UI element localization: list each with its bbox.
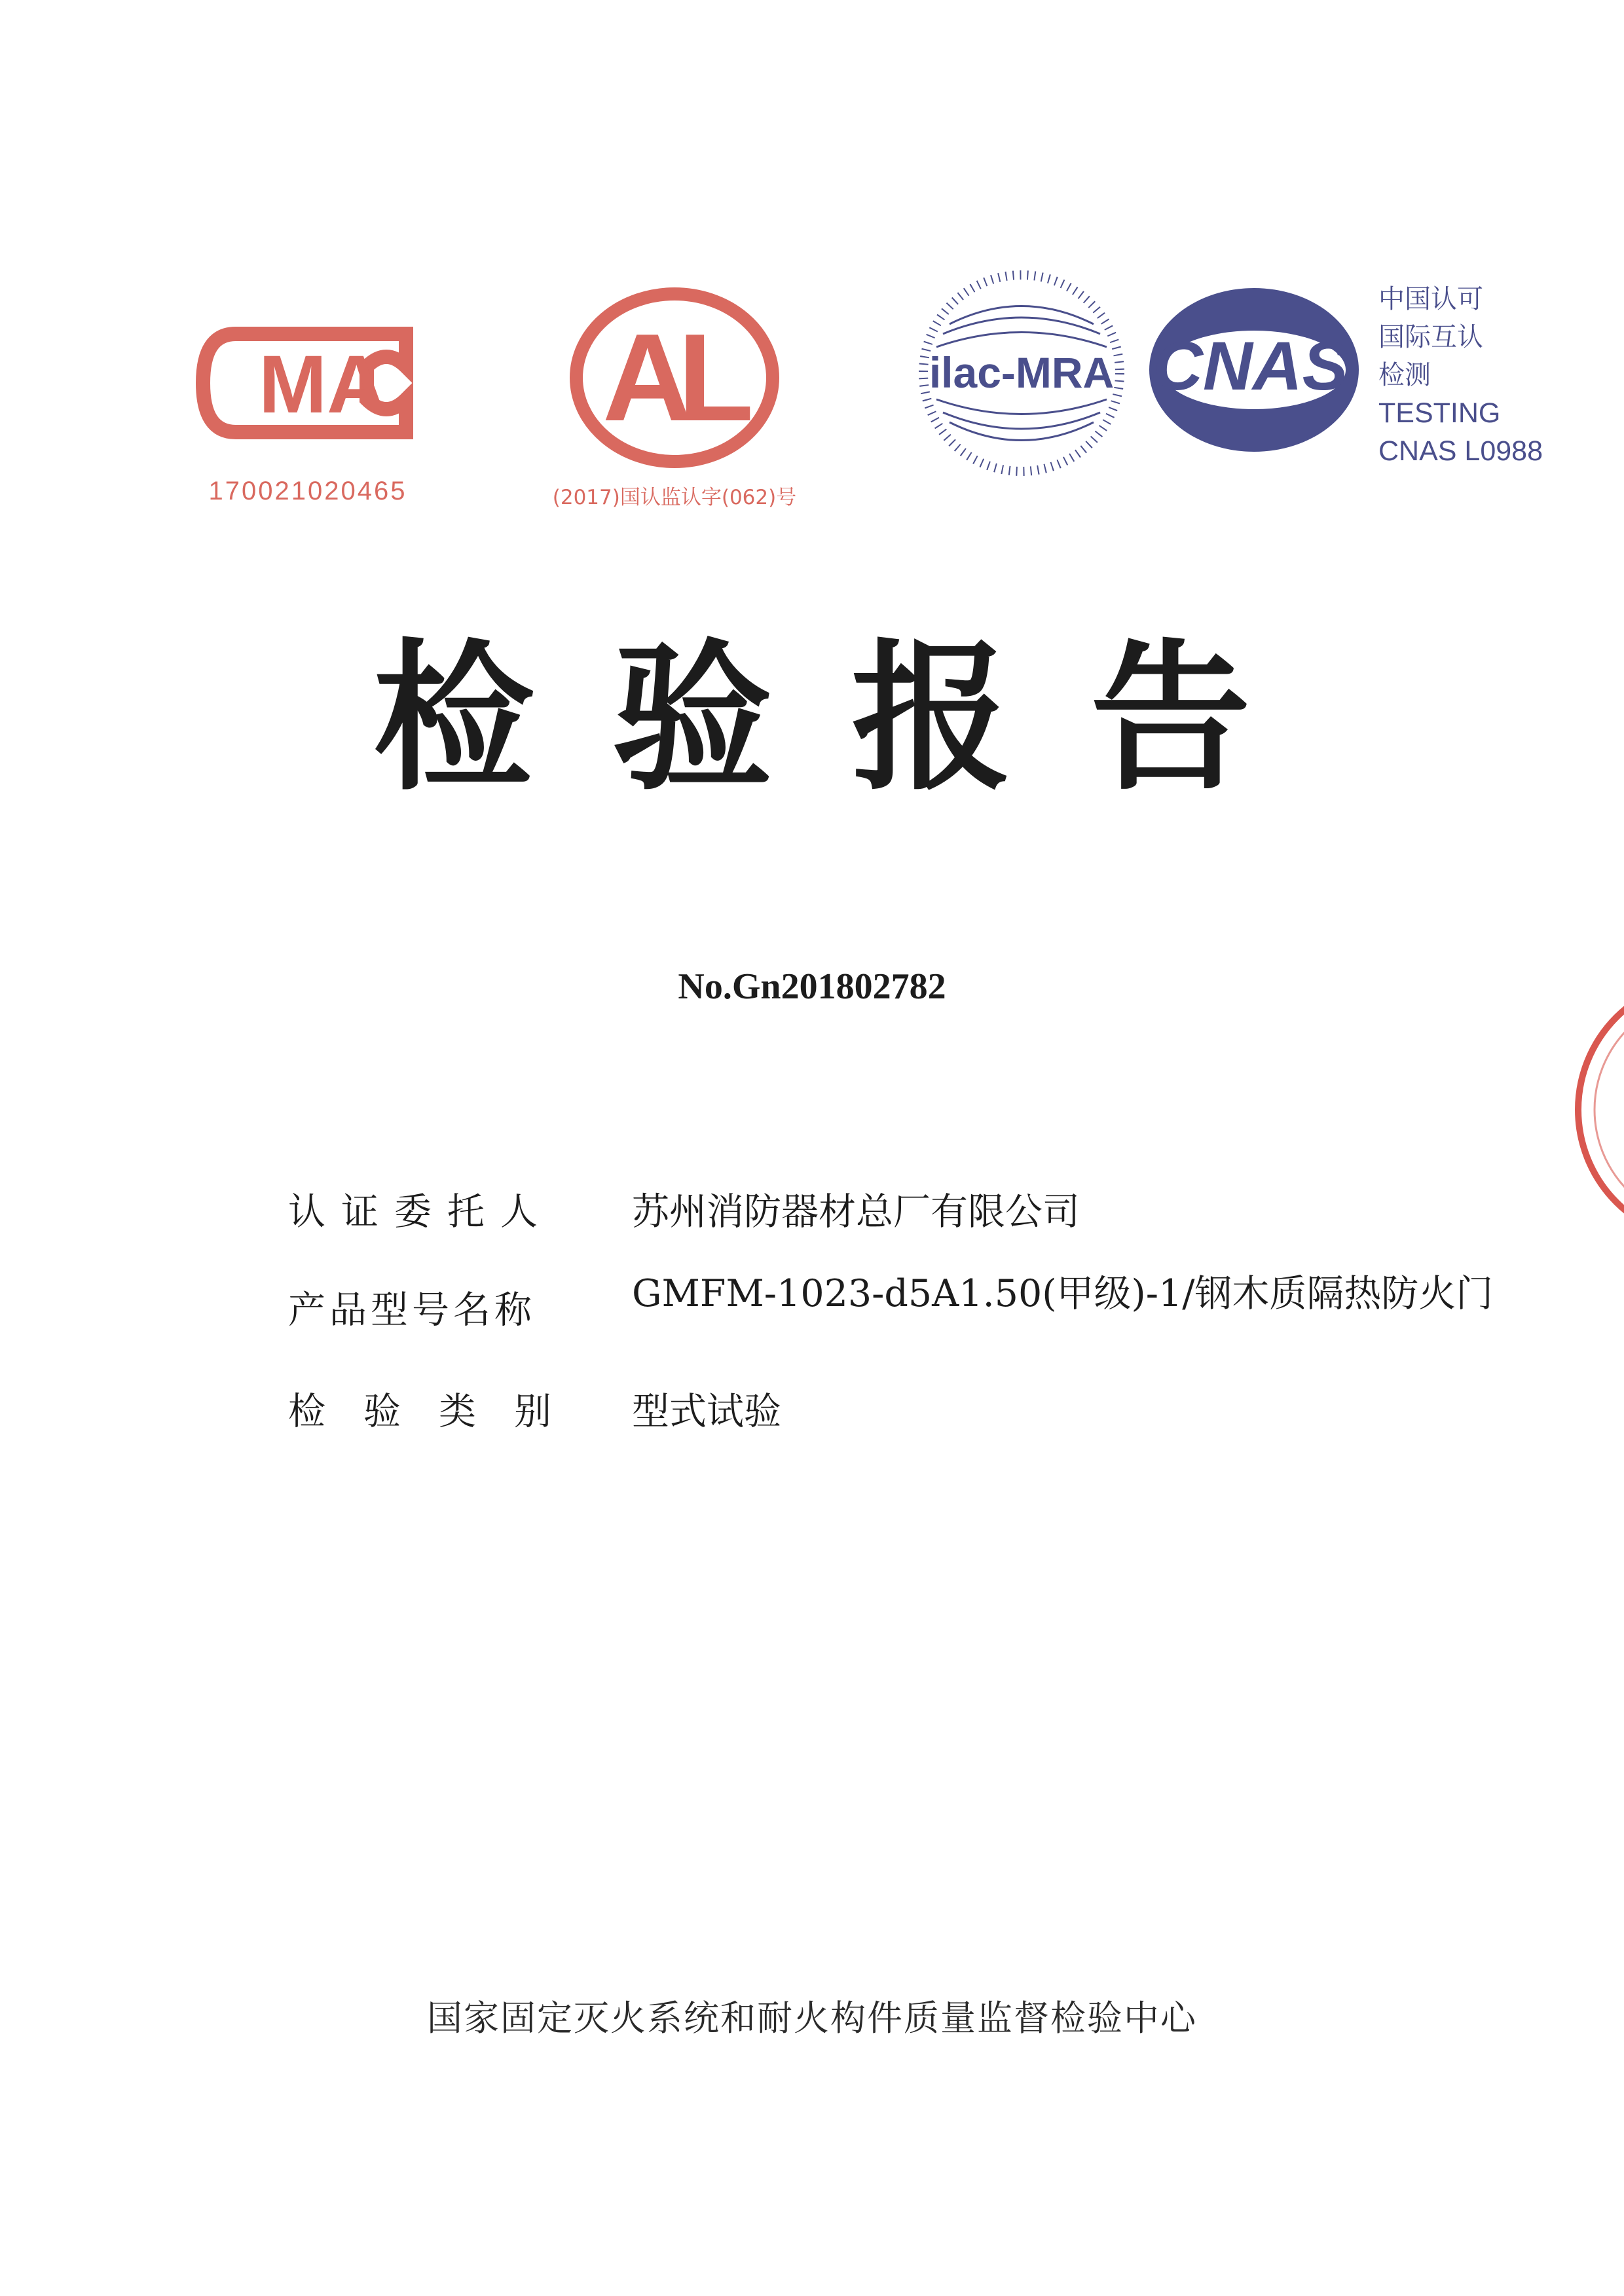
product-label: 产品型号名称 bbox=[288, 1288, 536, 1332]
cnas-logo-icon bbox=[1130, 282, 1372, 458]
cal-logo-icon bbox=[563, 283, 786, 473]
report-title: 检验报告 bbox=[373, 625, 1329, 812]
svg-text:CNAS: CNAS bbox=[1153, 328, 1348, 405]
cnas-line: TESTING bbox=[1378, 397, 1501, 429]
report-number: No.Gn201802782 bbox=[678, 966, 946, 1007]
test-type-value: 型式试验 bbox=[632, 1390, 781, 1433]
cnas-line: CNAS L0988 bbox=[1378, 435, 1543, 467]
cal-license-number: (2017)国认监认字(062)号 bbox=[552, 486, 797, 509]
svg-text:L: L bbox=[678, 308, 754, 447]
issuer-name: 国家固定灭火系统和耐火构件质量监督检验中心 bbox=[427, 1997, 1197, 2039]
product-value: GMFM-1023-d5A1.50(甲级)-1/钢木质隔热防火门 bbox=[632, 1272, 1494, 1315]
cnas-line: 中国认可 bbox=[1378, 284, 1483, 314]
svg-text:ilac-MRA: ilac-MRA bbox=[929, 348, 1115, 397]
test-type-label: 检验类别 bbox=[288, 1390, 589, 1433]
client-label: 认证委托人 bbox=[288, 1190, 553, 1233]
cnas-line: 国际互认 bbox=[1378, 322, 1483, 352]
client-value: 苏州消防器材总厂有限公司 bbox=[632, 1190, 1080, 1233]
cnas-accreditation-text bbox=[1378, 280, 1601, 470]
cma-logo-icon bbox=[190, 321, 426, 445]
ilac-mra-logo-icon bbox=[910, 262, 1133, 484]
cnas-line: 检测 bbox=[1378, 360, 1431, 390]
svg-text:MA: MA bbox=[259, 339, 386, 430]
red-seal-stamp-icon bbox=[1549, 969, 1624, 1250]
svg-text:A: A bbox=[602, 308, 693, 447]
cma-certificate-number: 170021020465 bbox=[208, 477, 407, 505]
